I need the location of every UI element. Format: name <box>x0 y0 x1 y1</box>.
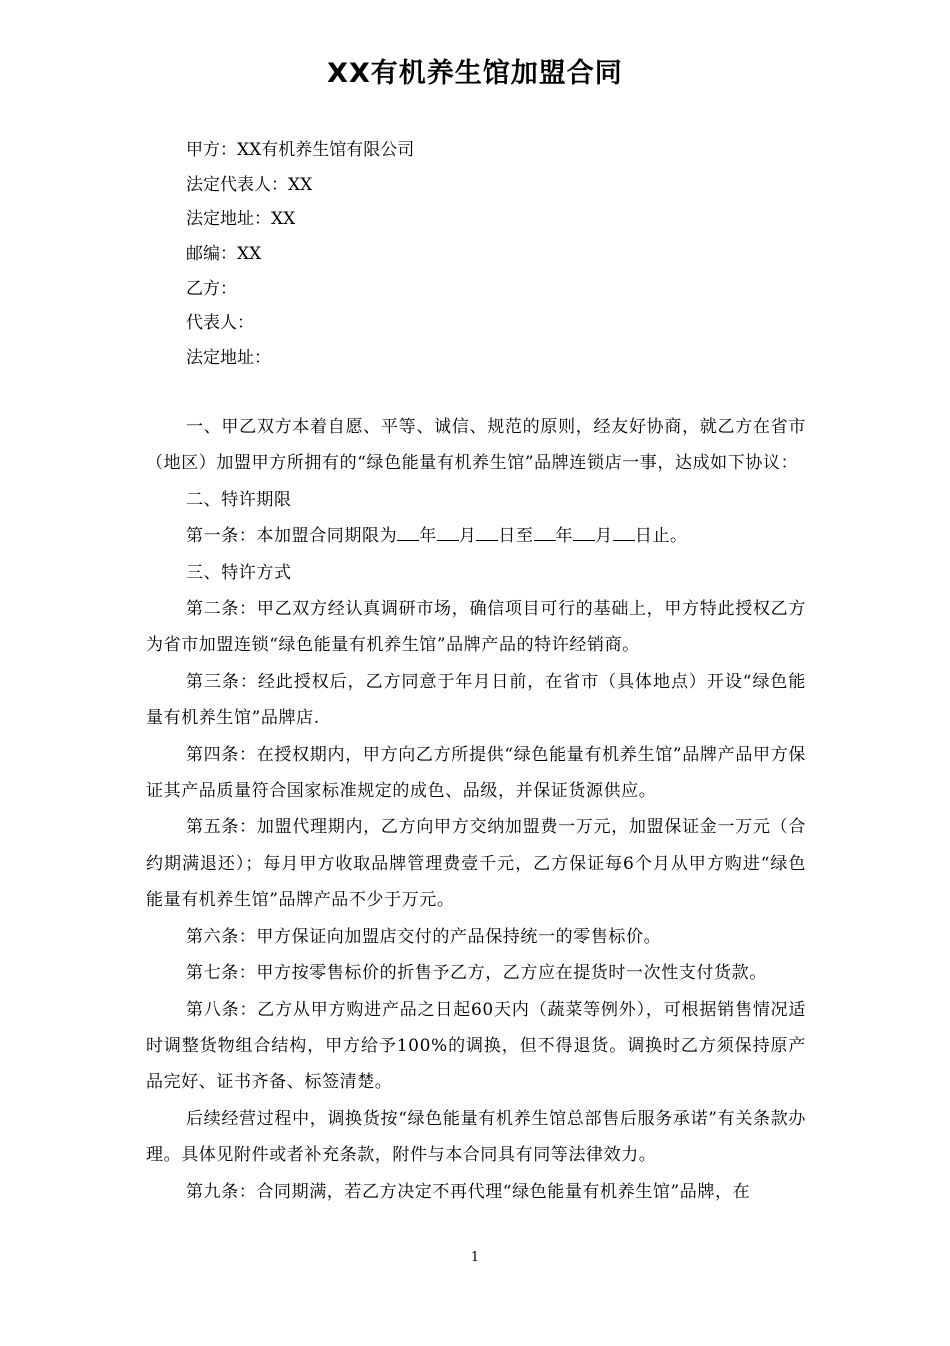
followup-paragraph: 后续经营过程中，调换货按“绿色能量有机养生馆总部售后服务承诺”有关条款办理。具体见附件或者补充条款，附件与本合同具有同等法律效力。 <box>146 1108 806 1166</box>
article-9: 第九条：合同期满，若乙方决定不再代理“绿色能量有机养生馆”品牌，在 <box>186 1181 751 1202</box>
article-2: 第二条：甲乙双方经认真调研市场，确信项目可行的基础上，甲方特此授权乙方为省市加盟连锁“绿色能量有机养生馆”品牌产品的特许经销商。 <box>146 599 806 656</box>
article-7: 第七条：甲方按零售标价的折售予乙方，乙方应在提货时一次性支付货款。 <box>186 963 767 984</box>
year-label: 年 <box>419 526 437 547</box>
month-label: 月 <box>458 526 477 547</box>
day-blank <box>476 523 498 541</box>
end-day-blank <box>613 523 635 541</box>
end-month-blank <box>573 523 595 541</box>
day-to-label: 日至 <box>498 526 534 547</box>
page-number: 1 <box>470 1250 480 1265</box>
legal-address-line: 法定地址：XX <box>186 209 296 230</box>
month-blank <box>437 523 459 541</box>
end-month-label: 月 <box>595 526 613 547</box>
end-year-label: 年 <box>555 526 574 547</box>
article-6: 第六条：甲方保证向加盟店交付的产品保持统一的零售标价。 <box>186 926 662 947</box>
party-b-address-line: 法定地址： <box>186 348 271 369</box>
end-day-label: 日止。 <box>634 526 688 547</box>
party-b-line: 乙方： <box>186 278 237 299</box>
legal-representative-line: 法定代表人：XX <box>186 174 313 195</box>
article-4: 第四条：在授权期内，甲方向乙方所提供“绿色能量有机养生馆”品牌产品甲方保证其产品质量符合国家标准规定的成色、品级，并保证货源供应。 <box>146 744 806 802</box>
section-heading-term: 二、特许期限 <box>186 489 292 510</box>
article-1-prefix: 第一条：本加盟合同期限为 <box>186 526 398 547</box>
contract-title: XX有机养生馆加盟合同 <box>327 58 623 89</box>
article-1 <box>146 518 806 554</box>
article-3: 第三条：经此授权后，乙方同意于年月日前，在省市（具体地点）开设“绿色能量有机养生馆”品牌店. <box>146 671 806 729</box>
year-blank <box>397 523 419 541</box>
postcode-line: 邮编：XX <box>186 244 262 265</box>
end-year-blank <box>534 523 556 541</box>
intro-paragraph: 一、甲乙双方本着自愿、平等、诚信、规范的原则，经友好协商，就乙方在省市（地区）加盟甲方所拥有的“绿色能量有机养生馆”品牌连锁店一事，达成如下协议： <box>146 417 806 474</box>
article-8: 第八条：乙方从甲方购进产品之日起60天内（蔬菜等例外），可根据销售情况适时调整货物组合结构，甲方给予100%的调换，但不得退货。调换时乙方须保持原产品完好、证书齐备、标签清楚。 <box>146 999 806 1093</box>
article-5: 第五条：加盟代理期内，乙方向甲方交纳加盟费一万元，加盟保证金一万元（合约期满退还）；每月甲方收取品牌管理费壹千元，乙方保证每6个月从甲方购进“绿色能量有机养生馆”品牌产品不少于万元。 <box>146 817 806 911</box>
party-a-line: 甲方：XX有机养生馆有限公司 <box>186 140 415 160</box>
section-heading-method: 三、特许方式 <box>186 562 292 583</box>
party-info-block <box>186 133 826 376</box>
representative-line: 代表人： <box>186 313 254 334</box>
contract-body <box>146 409 806 1210</box>
